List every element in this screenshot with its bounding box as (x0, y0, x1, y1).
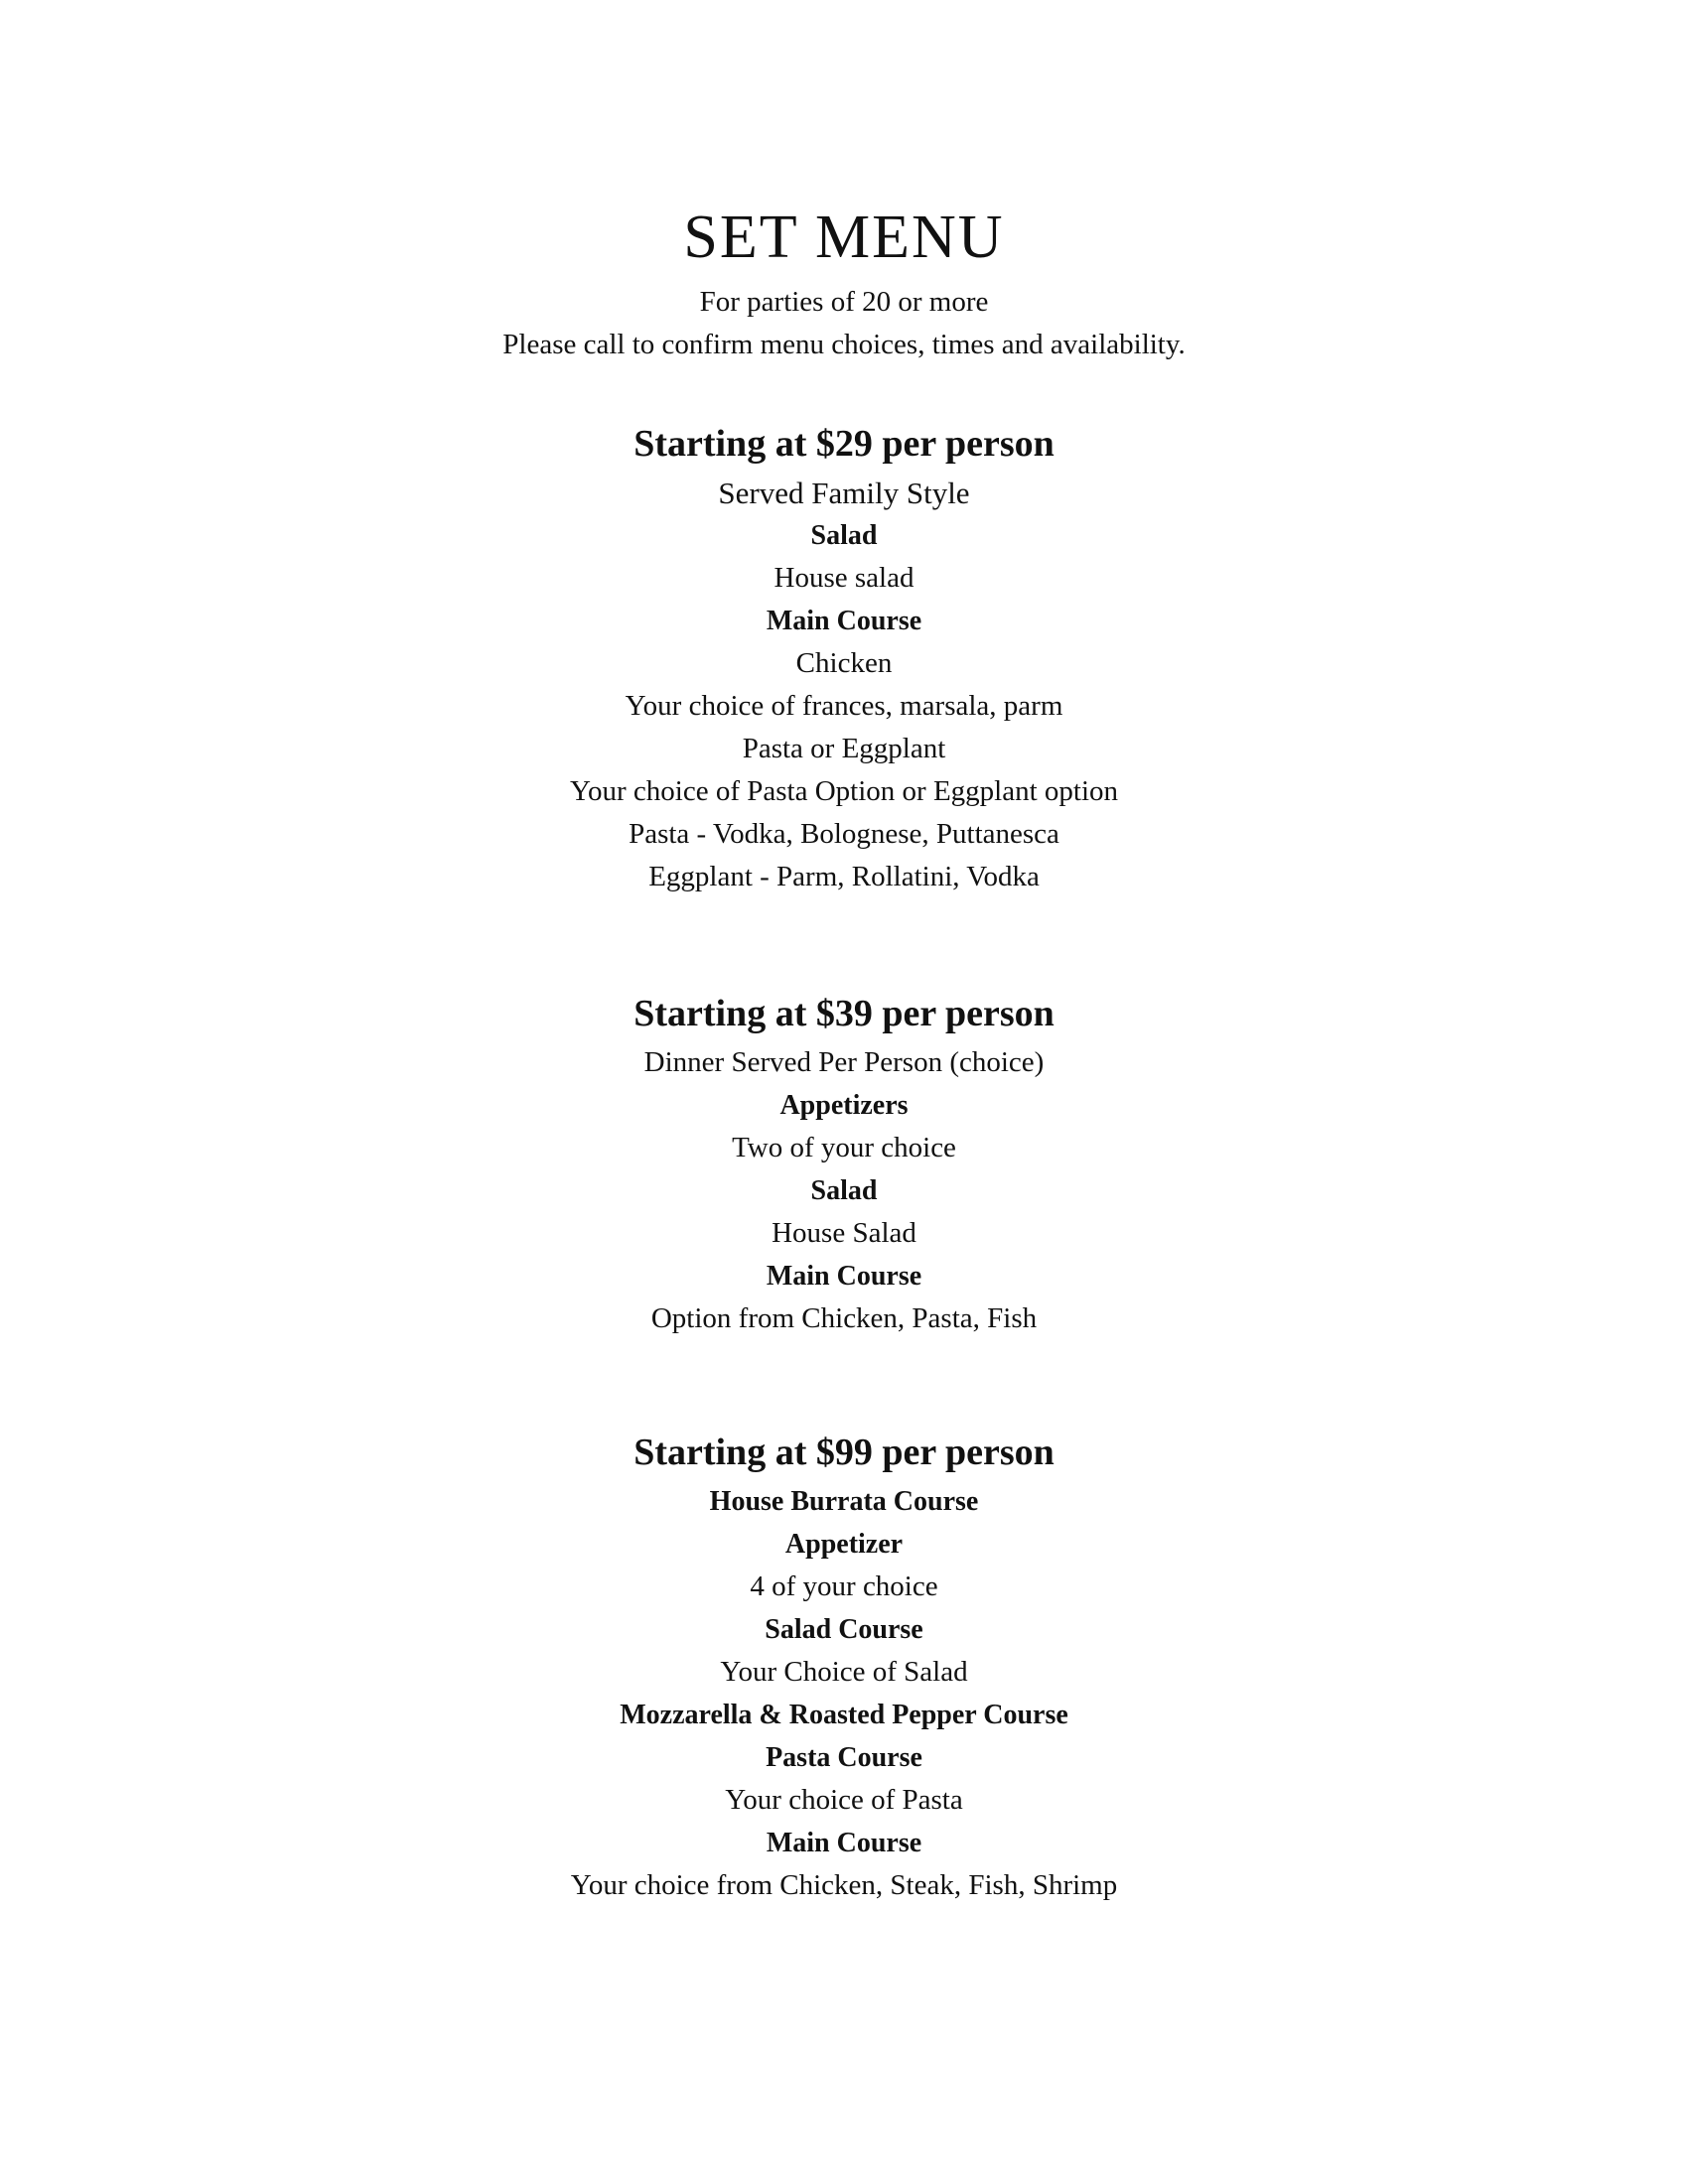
menu-item-text: Option from Chicken, Pasta, Fish (650, 1302, 1038, 1334)
course-label: Main Course (766, 606, 922, 636)
course-label: Appetizers (779, 1090, 909, 1121)
section-heading: Starting at $29 per person (633, 423, 1055, 465)
menu-item-text: Your choice from Chicken, Steak, Fish, Shrimp (570, 1869, 1118, 1901)
course-label: Appetizer (784, 1529, 904, 1560)
course-label: Salad (810, 520, 878, 551)
section-lines (0, 1041, 1688, 1340)
menu-section-39 (0, 989, 1688, 1340)
menu-item-text: Dinner Served Per Person (choice) (643, 1046, 1045, 1078)
course-label: House Burrata Course (709, 1486, 979, 1517)
menu-item-text: House Salad (772, 1217, 916, 1249)
menu-item-text: Eggplant - Parm, Rollatini, Vodka (648, 861, 1040, 892)
menu-section-29 (0, 419, 1688, 898)
menu-item-text: Served Family Style (718, 476, 970, 510)
course-label: Pasta Course (766, 1742, 922, 1773)
menu-item-text: Your choice of frances, marsala, parm (625, 690, 1063, 722)
course-label: Main Course (766, 1261, 922, 1292)
menu-section-99 (0, 1428, 1688, 1907)
menu-item-text: Two of your choice (732, 1132, 956, 1163)
course-label: Salad (810, 1175, 878, 1206)
section-heading: Starting at $39 per person (633, 993, 1055, 1034)
section-lines (0, 1480, 1688, 1907)
menu-item-text: Your Choice of Salad (720, 1656, 968, 1688)
menu-item-text: Pasta or Eggplant (742, 733, 946, 764)
subtitle-call-notice: Please call to confirm menu choices, times and availability. (502, 329, 1186, 360)
page-title: SET MENU (683, 204, 1005, 271)
course-label: Main Course (766, 1828, 922, 1858)
section-heading: Starting at $99 per person (633, 1432, 1055, 1473)
menu-item-text: 4 of your choice (750, 1570, 938, 1602)
section-lines (0, 472, 1688, 898)
menu-item-text: Pasta - Vodka, Bolognese, Puttanesca (629, 818, 1059, 850)
menu-item-text: Chicken (795, 647, 893, 679)
course-label: Salad Course (765, 1614, 923, 1645)
menu-item-text: Your choice of Pasta Option or Eggplant option (569, 775, 1119, 807)
course-label: Mozzarella & Roasted Pepper Course (620, 1700, 1068, 1730)
menu-item-text: House salad (774, 562, 914, 594)
subtitle-party-size: For parties of 20 or more (699, 286, 989, 318)
menu-item-text: Your choice of Pasta (725, 1784, 963, 1816)
